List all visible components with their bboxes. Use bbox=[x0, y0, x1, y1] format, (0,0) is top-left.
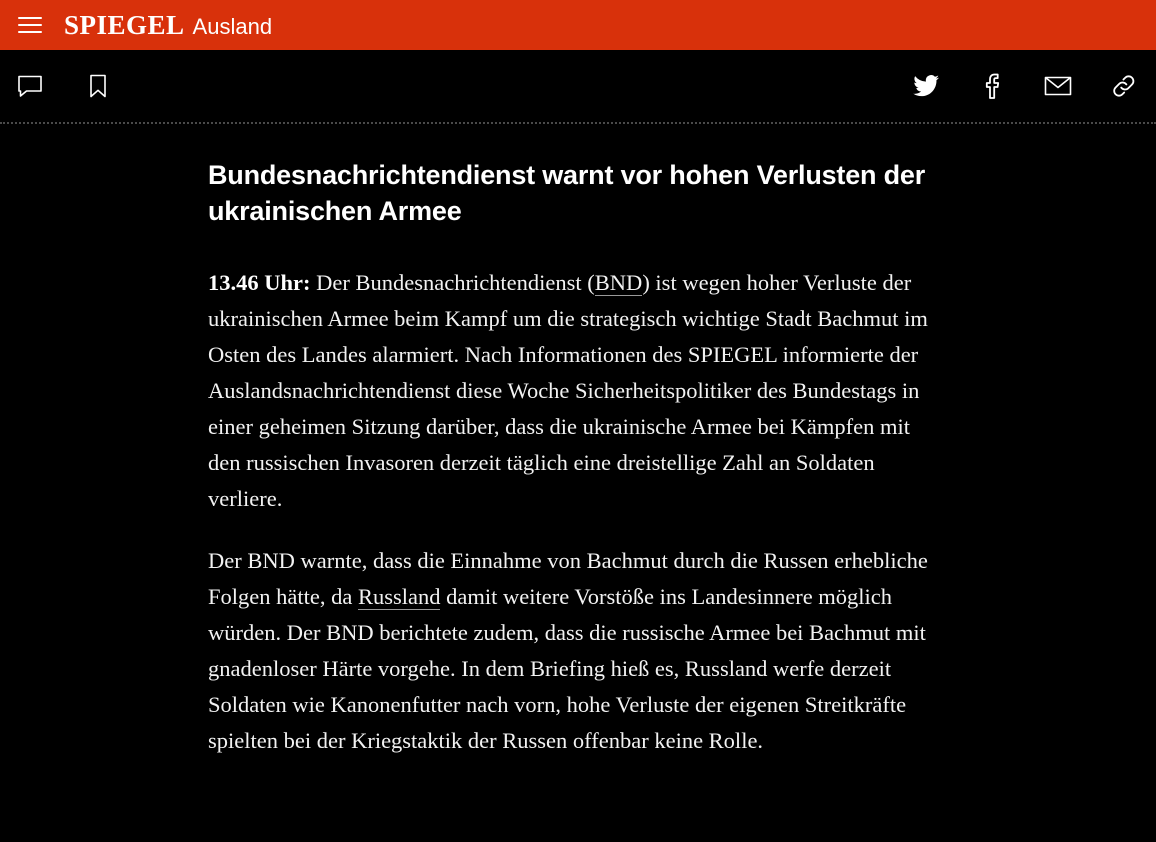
comment-icon[interactable] bbox=[14, 70, 46, 102]
action-group-left bbox=[14, 70, 114, 102]
article-action-bar bbox=[0, 50, 1156, 124]
page-title: Bundesnachrichtendienst warnt vor hohen Verlusten der ukrainischen Armee bbox=[208, 160, 926, 226]
site-header bbox=[0, 0, 1156, 50]
bookmark-icon[interactable] bbox=[82, 70, 114, 102]
facebook-icon[interactable] bbox=[976, 70, 1008, 102]
section-label: Ausland bbox=[192, 13, 273, 39]
burger-line bbox=[18, 17, 42, 19]
paragraph-2-text-after-link: damit weitere Vorstöße ins Landesinnere möglich würden. Der BND berichtete zudem, dass die russische Armee bei Bachmut mit gnadenloser Härte vorgehe. In dem Briefing hieß es, Russland werfe derzeit Soldaten wie Kanonenfutter nach vorn, hohe Verluste der eigenen Streitkräfte spielten bei der Kriegstaktik der Russen offenbar keine Rolle. bbox=[208, 584, 926, 754]
site-logo: SPIEGEL bbox=[64, 9, 185, 40]
link-icon[interactable] bbox=[1108, 70, 1140, 102]
article-paragraph-1 bbox=[208, 265, 944, 517]
burger-line bbox=[18, 24, 42, 26]
burger-line bbox=[18, 31, 42, 33]
article-paragraph-2 bbox=[208, 543, 944, 759]
site-logo-link[interactable] bbox=[64, 9, 273, 40]
bnd-link[interactable]: BND bbox=[594, 270, 643, 296]
article-body bbox=[0, 124, 1156, 759]
mail-icon[interactable] bbox=[1042, 70, 1074, 102]
hamburger-menu-icon[interactable] bbox=[18, 12, 44, 38]
paragraph-1-text-before-link: Der Bundesnachrichtendienst ( bbox=[310, 270, 595, 296]
action-group-share bbox=[910, 70, 1140, 102]
paragraph-2-text-before-link: Der BND warnte, dass die Einnahme von Bachmut durch die Russen erhebliche Folgen hätte, da bbox=[208, 548, 928, 610]
paragraph-1-text-after-link: ) ist wegen hoher Verluste der ukrainischen Armee beim Kampf um die strategisch wichtige Stadt Bachmut im Osten des Landes alarmiert. Nach Informationen des SPIEGEL informierte der Auslandsnachrichtendienst diese Woche Sicherheitspolitiker des Bundestags in einer geheimen Sitzung darüber, dass die ukrainische Armee bei Kämpfen mit den russischen Invasoren derzeit täglich eine dreistellige Zahl an Soldaten verliere. bbox=[208, 270, 928, 512]
timestamp: 13.46 Uhr: bbox=[208, 270, 311, 296]
twitter-icon[interactable] bbox=[910, 70, 942, 102]
russland-link[interactable]: Russland bbox=[357, 584, 441, 610]
